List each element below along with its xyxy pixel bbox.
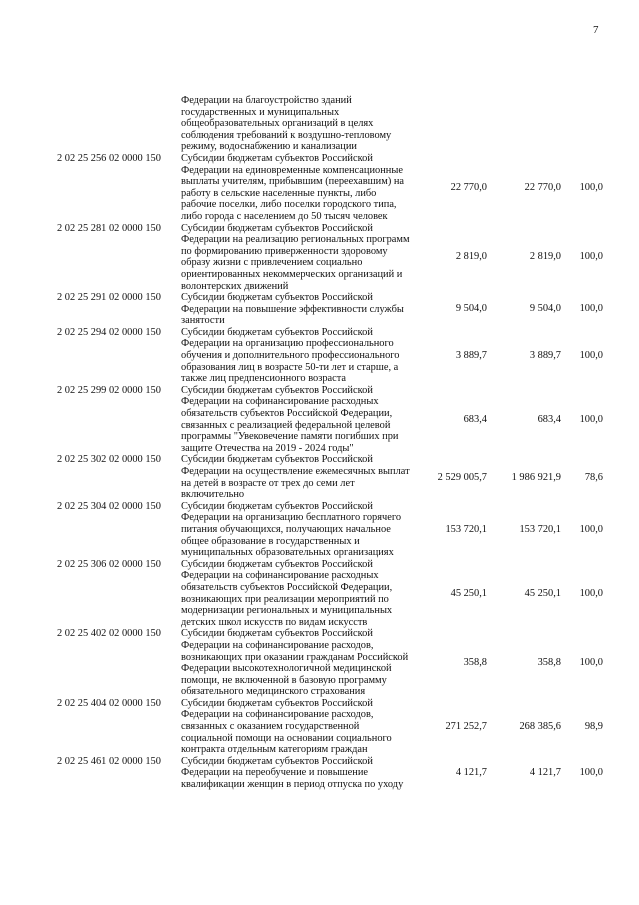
description-line: Субсидии бюджетам субъектов Российской bbox=[181, 697, 373, 709]
description-line: на детей в возрасте от трех до семи лет bbox=[181, 477, 355, 489]
description-line: Федерации на организацию бесплатного горячего bbox=[181, 512, 402, 524]
table-row bbox=[0, 385, 639, 455]
actual-amount: 45 250,1 bbox=[524, 587, 561, 599]
plan-amount: 153 720,1 bbox=[445, 523, 487, 535]
description-line: режиму, водоснабжению и канализации bbox=[181, 141, 357, 153]
budget-code: 2 02 25 302 02 0000 150 bbox=[57, 454, 161, 466]
table-row bbox=[0, 501, 639, 559]
execution-percent: 98,9 bbox=[584, 721, 603, 733]
execution-percent: 100,0 bbox=[579, 657, 603, 669]
execution-percent: 100,0 bbox=[579, 523, 603, 535]
description-line: Федерации высокотехнологичной медицинской bbox=[181, 663, 392, 675]
budget-code: 2 02 25 404 02 0000 150 bbox=[57, 697, 161, 709]
budget-code: 2 02 25 299 02 0000 150 bbox=[57, 384, 161, 396]
execution-percent: 100,0 bbox=[579, 587, 603, 599]
table-row bbox=[0, 153, 639, 223]
actual-amount: 683,4 bbox=[537, 413, 561, 425]
description-line: Субсидии бюджетам субъектов Российской bbox=[181, 152, 373, 164]
row-description bbox=[181, 292, 413, 327]
description-line: Субсидии бюджетам субъектов Российской bbox=[181, 326, 373, 338]
execution-percent: 100,0 bbox=[579, 350, 603, 362]
table-row bbox=[0, 292, 639, 327]
description-line: соблюдения требований к воздушно-тепловому bbox=[181, 129, 392, 141]
budget-code: 2 02 25 304 02 0000 150 bbox=[57, 500, 161, 512]
description-line: контракта отдельным категориям граждан bbox=[181, 744, 368, 756]
table-row bbox=[0, 454, 639, 500]
table-row bbox=[0, 559, 639, 629]
budget-code: 2 02 25 256 02 0000 150 bbox=[57, 152, 161, 164]
description-line: Федерации на переобучение и повышение bbox=[181, 767, 369, 779]
description-line: рабочие поселки, либо поселки городского типа, bbox=[181, 199, 397, 211]
budget-code: 2 02 25 294 02 0000 150 bbox=[57, 326, 161, 338]
description-line: связанных с оказанием государственной bbox=[181, 721, 360, 733]
row-description bbox=[181, 95, 413, 153]
description-line: модернизации региональных и муниципальных bbox=[181, 605, 393, 617]
description-line: по формированию приверженности здоровому bbox=[181, 245, 388, 257]
actual-amount: 4 121,7 bbox=[529, 767, 561, 779]
actual-amount: 1 986 921,9 bbox=[511, 471, 561, 483]
plan-amount: 358,8 bbox=[463, 657, 487, 669]
description-line: выплаты учителям, прибывшим (переехавшим) на bbox=[181, 176, 405, 188]
budget-code: 2 02 25 402 02 0000 150 bbox=[57, 628, 161, 640]
plan-amount: 271 252,7 bbox=[445, 721, 487, 733]
description-line: Субсидии бюджетам субъектов Российской bbox=[181, 628, 373, 640]
description-line: обязательств субъектов Российской Федерации, bbox=[181, 408, 393, 420]
budget-table bbox=[0, 95, 639, 791]
actual-amount: 268 385,6 bbox=[519, 721, 561, 733]
table-row-continued bbox=[0, 95, 639, 153]
description-line: Федерации на софинансирование расходных bbox=[181, 570, 379, 582]
table-row bbox=[0, 223, 639, 293]
plan-amount: 9 504,0 bbox=[455, 303, 487, 315]
row-description bbox=[181, 454, 413, 500]
plan-amount: 22 770,0 bbox=[450, 181, 487, 193]
row-description bbox=[181, 756, 413, 791]
description-line: Федерации на организацию профессионального bbox=[181, 338, 394, 350]
description-line: включительно bbox=[181, 489, 245, 501]
description-line: муниципальных образовательных организациях bbox=[181, 547, 394, 559]
description-line: социальной помощи на основании социального bbox=[181, 732, 392, 744]
row-description bbox=[181, 501, 413, 559]
description-line: ориентированных некоммерческих организаций и bbox=[181, 268, 403, 280]
description-line: Субсидии бюджетам субъектов Российской bbox=[181, 500, 373, 512]
description-line: Субсидии бюджетам субъектов Российской bbox=[181, 755, 373, 767]
description-line: помощи, не включенной в базовую программу bbox=[181, 674, 387, 686]
actual-amount: 3 889,7 bbox=[529, 350, 561, 362]
description-line: общеобразовательных организаций в целях bbox=[181, 118, 374, 130]
budget-code: 2 02 25 281 02 0000 150 bbox=[57, 222, 161, 234]
description-line: Федерации на осуществление ежемесячных выплат bbox=[181, 466, 410, 477]
row-description bbox=[181, 628, 413, 698]
description-line: обязательного медицинского страхования bbox=[181, 686, 366, 698]
description-line: программы "Увековечение памяти погибших при bbox=[181, 431, 399, 443]
description-line: образу жизни с привлечением социально bbox=[181, 257, 363, 269]
description-line: Федерации на повышение эффективности службы bbox=[181, 303, 404, 315]
actual-amount: 22 770,0 bbox=[524, 181, 561, 193]
actual-amount: 9 504,0 bbox=[529, 303, 561, 315]
description-line: возникающих при реализации мероприятий по bbox=[181, 593, 389, 605]
description-line: Субсидии бюджетам субъектов Российской bbox=[181, 558, 373, 570]
table-body bbox=[0, 153, 639, 791]
plan-amount: 683,4 bbox=[463, 413, 487, 425]
actual-amount: 2 819,0 bbox=[529, 251, 561, 263]
row-description bbox=[181, 223, 413, 293]
actual-amount: 358,8 bbox=[537, 657, 561, 669]
description-line: детских школ искусств по видам искусств bbox=[181, 616, 368, 628]
description-line: возникающих при оказании гражданам Российской bbox=[181, 651, 409, 663]
description-line: образования лиц в возрасте 50-ти лет и старше, а bbox=[181, 361, 399, 373]
description-line: также лиц предпенсионного возраста bbox=[181, 373, 347, 385]
table-row bbox=[0, 628, 639, 698]
description-line: Федерации на софинансирование расходов, bbox=[181, 709, 374, 721]
description-line: Федерации на единовременные компенсационные bbox=[181, 164, 403, 176]
plan-amount: 2 819,0 bbox=[455, 251, 487, 263]
description-line: Субсидии бюджетам субъектов Российской bbox=[181, 222, 373, 234]
description-line: Субсидии бюджетам субъектов Российской bbox=[181, 454, 373, 466]
execution-percent: 100,0 bbox=[579, 767, 603, 779]
budget-code: 2 02 25 306 02 0000 150 bbox=[57, 558, 161, 570]
description-line: питания обучающихся, получающих начальное bbox=[181, 523, 391, 535]
description-line: работу в сельские населенные пункты, либо bbox=[181, 187, 377, 199]
execution-percent: 100,0 bbox=[579, 251, 603, 263]
description-line: обучения и дополнительного профессионального bbox=[181, 350, 400, 362]
description-line: общее образование в государственных и bbox=[181, 535, 360, 547]
description-line: занятости bbox=[181, 315, 225, 327]
table-row bbox=[0, 698, 639, 756]
row-description bbox=[181, 327, 413, 385]
row-description bbox=[181, 153, 413, 223]
description-line: Федерации на реализацию региональных программ bbox=[181, 234, 410, 246]
page-number: 7 bbox=[593, 24, 599, 36]
description-line: либо города с населением до 50 тысяч человек bbox=[181, 210, 388, 222]
plan-amount: 4 121,7 bbox=[455, 767, 487, 779]
description-line: обязательств субъектов Российской Федерации, bbox=[181, 581, 393, 593]
description-line: Субсидии бюджетам субъектов Российской bbox=[181, 384, 373, 396]
execution-percent: 100,0 bbox=[579, 303, 603, 315]
row-description bbox=[181, 559, 413, 629]
plan-amount: 2 529 005,7 bbox=[437, 471, 487, 483]
execution-percent: 78,6 bbox=[584, 471, 603, 483]
table-row bbox=[0, 756, 639, 791]
plan-amount: 3 889,7 bbox=[455, 350, 487, 362]
description-line: Федерации на софинансирование расходных bbox=[181, 396, 379, 408]
description-line: Федерации на софинансирование расходов, bbox=[181, 639, 374, 651]
description-line: квалификации женщин в период отпуска по уходу bbox=[181, 779, 404, 791]
description-line: защите Отечества на 2019 - 2024 годы" bbox=[181, 442, 354, 454]
table-row bbox=[0, 327, 639, 385]
description-line: государственных и муниципальных bbox=[181, 106, 340, 118]
budget-code: 2 02 25 291 02 0000 150 bbox=[57, 292, 161, 304]
plan-amount: 45 250,1 bbox=[450, 587, 487, 599]
description-line: связанных с реализацией федеральной целевой bbox=[181, 419, 391, 431]
actual-amount: 153 720,1 bbox=[519, 523, 561, 535]
description-line: Федерации на благоустройство зданий bbox=[181, 95, 352, 106]
row-description bbox=[181, 385, 413, 455]
description-line: волонтерских движений bbox=[181, 280, 289, 292]
budget-code: 2 02 25 461 02 0000 150 bbox=[57, 755, 161, 767]
row-description bbox=[181, 698, 413, 756]
execution-percent: 100,0 bbox=[579, 181, 603, 193]
description-line: Субсидии бюджетам субъектов Российской bbox=[181, 292, 373, 304]
execution-percent: 100,0 bbox=[579, 413, 603, 425]
